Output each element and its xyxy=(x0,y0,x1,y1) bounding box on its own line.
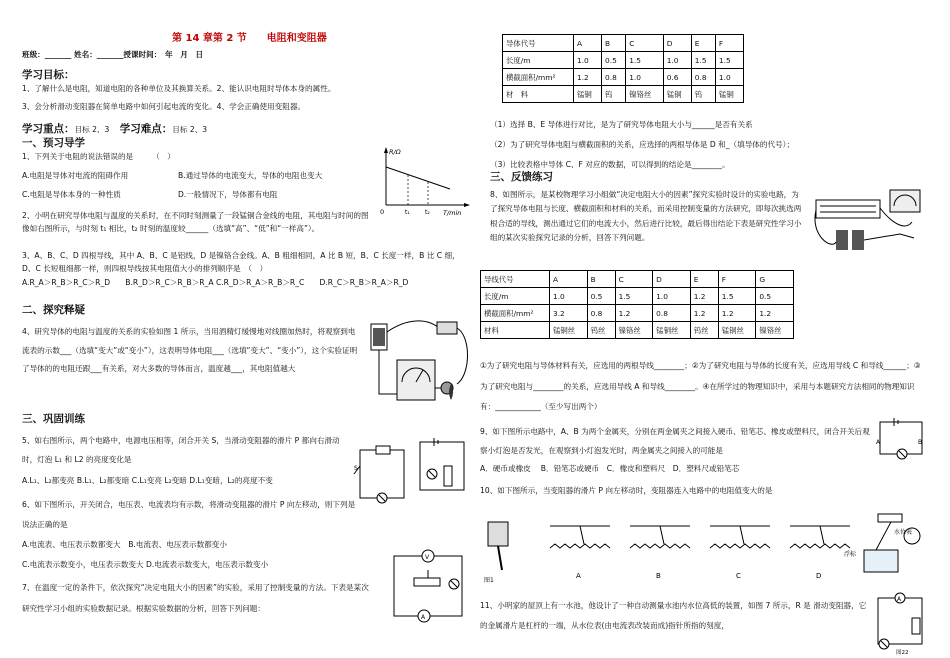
q8-table-row xyxy=(481,322,794,339)
q8-table-cell: 锰铜丝 xyxy=(718,322,756,339)
q5-text: 5、如右图所示，两个电路中，电源电压相等，闭合开关 S，当滑动变阻器的滑片 P 都向右滑动时，灯泡 L₁ 和 L2 的亮度变化是 xyxy=(22,436,340,464)
q8-data-table xyxy=(480,270,794,339)
q9-clip-a: A xyxy=(876,439,881,446)
q7-table-row xyxy=(503,86,744,103)
q8-table-cell: C xyxy=(615,271,653,288)
q8-apparatus-figure xyxy=(814,186,926,256)
goals-line-2: 3、会分析滑动变阻器在简单电路中如何引起电流的变化。4、学会正确使用变阻器。 xyxy=(22,102,306,111)
q8-table-cell: 锰铜丝 xyxy=(550,322,588,339)
q11-text: 11、小明家的屋顶上有一水池，他设计了一种自动测量水池内水位高低的装置，如图 7 所示，R 是 滑动变阻器，它的金属滑片是杠杆的一端，从水位表(由电流表改装而成)指针所指的刻度， xyxy=(480,601,867,630)
student-info-line: 班级：_______ 姓名：_______授课时间： 年 月 日 xyxy=(22,50,204,59)
q8-table-cell: 1.2 xyxy=(756,305,794,322)
graph-t1: t₁ xyxy=(405,209,410,216)
goals-heading: 学习目标： xyxy=(22,69,75,81)
q8-table-row xyxy=(481,305,794,322)
focus-hard-text: 目标 2、3 xyxy=(172,125,208,134)
q1-option-a: A.电阻是导体对电流的阻碍作用 xyxy=(22,171,129,180)
q8-table-cell: 长度/m xyxy=(481,288,550,305)
q7-table-row xyxy=(503,52,744,69)
q1-option-b: B.通过导体的电流变大，导体的电阻也变大 xyxy=(178,171,323,180)
q10-text: 10、如下图所示，当变阻器的滑片 P 向左移动时，变阻器连入电路中的电阻值变大的是 xyxy=(480,486,773,495)
q7-table-cell: 1.0 xyxy=(715,69,743,86)
q8-table-cell: 0.5 xyxy=(756,288,794,305)
q2-text: 2、小明在研究导体电阻与温度的关系时，在不同时刻测量了一段锰铜合金线的电阻，其电阻与时间的图像如右图所示，与时刻 t₁ 相比，t₂ 时刻的温度较______（选填“高”、“低”和“一样高”）。 xyxy=(22,211,369,233)
q7-table-cell: 1.5 xyxy=(691,52,715,69)
q7-table-cell: 材 料 xyxy=(503,86,574,103)
q8-table-cell: 0.5 xyxy=(587,288,615,305)
q7-table-cell: 0.8 xyxy=(691,69,715,86)
section-3-heading: 三、巩固训练 xyxy=(22,413,85,425)
q5-options: A.L₁、L₂都变亮 B.L₁、L₂都变暗 C.L₁变亮 L₂变暗 D.L₁变暗，L₂的亮度不变 xyxy=(22,476,273,485)
q8-table-cell: 锰铜丝 xyxy=(653,322,691,339)
heating-coil-apparatus-figure xyxy=(367,314,475,408)
graph-t2: t₂ xyxy=(425,209,430,216)
q8-table-cell: 钨丝 xyxy=(587,322,615,339)
q6-options-cd: C.电流表示数变小，电压表示数变大 D.电流表示数变大，电压表示数变小 xyxy=(22,560,269,569)
section-1-heading: 一、预习导学 xyxy=(22,137,85,149)
graph-x-label: T/min xyxy=(443,209,462,217)
q7-table-cell: 长度/m xyxy=(503,52,574,69)
q7-table-cell: F xyxy=(715,35,743,52)
q7-table-cell: D xyxy=(663,35,691,52)
q10-gauge-label: 水位表 xyxy=(894,529,913,536)
q8-table-cell: 横截面积/mm² xyxy=(481,305,550,322)
q6-text: 6、如下图所示，开关闭合，电压表、电流表均有示数，将滑动变阻器的滑片 P 向左移动，则下列是说法正确的是 xyxy=(22,500,356,529)
focus-hard-label: 学习难点： xyxy=(119,123,173,135)
q7-table-cell: 1.5 xyxy=(715,52,743,69)
q7-table-cell: 镍铬丝 xyxy=(626,86,664,103)
q7-table-cell: 1.2 xyxy=(574,69,602,86)
q8-table-cell: 1.2 xyxy=(690,288,718,305)
q3-text: 3、A、B、C、D 四根导线，其中 A、B、C 是铝线，D 是镍铬合金线。A、B 粗细相同，A 比 B 短，B、C 长度一样，B 比 C 细，D、C 长短粗细都一样，则四根导线按其电阻值大小的排列顺序是 （ ） xyxy=(22,251,460,273)
q8-table-cell: 材料 xyxy=(481,322,550,339)
q7-table-cell: B xyxy=(602,35,626,52)
q4-text: 4、研究导体的电阻与温度的关系的实验如图 1 所示，当用酒精灯缓慢地对线圈加热时，将观察到电流表的示数___（选填“变大”或“变小”），这表明导体电阻___（选填“变大”、“变小”），这个实验证明了导体的的电阻还跟___有关系，对大多数的导体而言，温度越___，其电阻值越大 xyxy=(22,327,358,373)
q7-sub-3: （3）比较表格中导体 C、F 对应的数据，可以得到的结论是________。 xyxy=(490,160,730,169)
q8-table-cell: F xyxy=(718,271,756,288)
q7-table-cell: 锰铜 xyxy=(574,86,602,103)
q8-table-cell: A xyxy=(550,271,588,288)
q8-table-cell: 1.2 xyxy=(615,305,653,322)
q7-table-cell: 横截面积/mm² xyxy=(503,69,574,86)
q8-table-cell: 1.2 xyxy=(718,305,756,322)
q7-table-cell: 1.0 xyxy=(663,52,691,69)
q8-table-cell: 0.8 xyxy=(653,305,691,322)
q5-switch-label: S xyxy=(354,465,358,472)
graph-origin: 0 xyxy=(380,208,385,216)
q8-table-cell: 1.0 xyxy=(653,288,691,305)
q10-option-b-label: B xyxy=(656,572,661,580)
q10-fig-caption: 图1 xyxy=(484,577,494,584)
q11-ammeter-a: A xyxy=(897,596,902,603)
q10-option-a-label: A xyxy=(576,572,581,580)
q8-table-cell: D xyxy=(653,271,691,288)
q1-stem: 1、下列关于电阻的说法错误的是 （ ） xyxy=(22,152,175,161)
q6-voltmeter-v: V xyxy=(425,554,430,561)
q8-table-cell: G xyxy=(756,271,794,288)
goals-line-1: 1、了解什么是电阻，知道电阻的各种单位及其换算关系。2、能认识电阻时导体本身的属性。 xyxy=(22,84,336,93)
q7-table-row xyxy=(503,35,744,52)
q8-table-cell: 3.2 xyxy=(550,305,588,322)
q11-fig-caption: 图22 xyxy=(896,650,909,656)
q8-table-cell: 1.0 xyxy=(550,288,588,305)
q1-option-d: D.一般情况下，导体都有电阻 xyxy=(178,190,278,199)
q11-circuit-figure xyxy=(872,590,930,656)
section-2-heading: 二、探究释疑 xyxy=(22,304,85,316)
q7-table-cell: 钨 xyxy=(691,86,715,103)
q7-table-row xyxy=(503,69,744,86)
q7-table-cell: 0.8 xyxy=(602,69,626,86)
q10-option-d-label: D xyxy=(816,572,822,580)
q5-circuits-figure xyxy=(352,436,470,506)
q9-circuit-figure xyxy=(874,414,928,460)
q6-options-ab: A.电流表、电压表示数都变大 B.电流表、电压表示数都变小 xyxy=(22,540,227,549)
page-title: 第 14 章第 2 节 电阻和变阻器 xyxy=(172,33,327,44)
focus-key-label: 学习重点： xyxy=(22,123,75,135)
q8-table-cell: 1.5 xyxy=(615,288,653,305)
q8-table-row xyxy=(481,271,794,288)
q10-option-c-label: C xyxy=(736,572,741,580)
q6-ammeter-a: A xyxy=(421,614,426,621)
q7-text: 7、在温度一定的条件下，依次探究“决定电阻大小的因素”的实验，采用了控制变量的方法。下表是某次研究性学习小组的实验数据记录。根据实验数据的分析，回答下列问题： xyxy=(22,583,369,613)
focus-key-text: 目标 2、3 xyxy=(74,125,110,134)
q8-table-cell: 1.2 xyxy=(690,305,718,322)
q8-table-cell: 镍铬丝 xyxy=(756,322,794,339)
q8-table-cell: E xyxy=(690,271,718,288)
q7-table-cell: E xyxy=(691,35,715,52)
q7-sub-1: （1）选择 B、E 导体进行对比，是为了研究导体电阻大小与______是否有关系 xyxy=(490,120,753,129)
q8-table-cell: 镍铬丝 xyxy=(615,322,653,339)
q3-options: A.R_A＞R_B＞R_C＞R_D B.R_D＞R_C＞R_B＞R_A C.R_D＞R_A＞R_B＞R_C D.R_C＞R_B＞R_A＞R_D xyxy=(22,278,409,287)
q7-table-cell: 导体代号 xyxy=(503,35,574,52)
graph-y-label: R/Ω xyxy=(389,148,401,156)
feedback-heading: 三、反馈练习 xyxy=(490,171,553,183)
q8-text: 8、如图所示，是某校物理学习小组做“决定电阻大小的因素”探究实验时设计的实验电路，为了探究导体电阻与长度、横截面积和材料的关系，而采用控制变量的方法研究，即每次挑选两根合适的导线，测出通过它们的电流大小，然后进行比较，最后得出结论下表是研究性学习小组的某次实验探究记录的分析，回答下列问题。 xyxy=(490,190,802,243)
q8-table-cell: B xyxy=(587,271,615,288)
q1-option-c: C.电阻是导体本身的一种性质 xyxy=(22,190,121,199)
q8-table-cell: 0.8 xyxy=(587,305,615,322)
q8-table-cell: 1.5 xyxy=(718,288,756,305)
q9-text: 9、如下图所示电路中，A、B 为两个金属夹，分别在两金属夹之间接入硬币、铅笔芯、橡皮或塑料尺，闭合开关后观察小灯泡是否发光，在观察到小灯泡发光时，两金属夹之间接入的可能是 xyxy=(480,427,870,455)
q7-table-cell: 1.5 xyxy=(626,52,664,69)
q8-subquestions: ①为了研究电阻与导体材料有关，应选用的两根导线________；②为了研究电阻与导体的长度有关，应选用导线 C 和导线______；③为了研究电阻与________的关系，应选用导线 A 和导线________。④在所学过的物理知识中，采用与本题研究方法相同的物理知识有：____________（至少写出两个） xyxy=(480,361,921,411)
q10-float-label: 浮标 xyxy=(844,551,857,558)
q7-table-cell: 1.0 xyxy=(626,69,664,86)
q7-table-cell: C xyxy=(626,35,664,52)
q6-circuit-figure xyxy=(384,540,474,626)
q7-table-cell: 0.6 xyxy=(663,69,691,86)
q10-rheostat-figures xyxy=(480,500,930,584)
q9-clip-b: B xyxy=(918,439,923,446)
focus-line xyxy=(22,124,207,135)
q8-table-cell: 钨丝 xyxy=(690,322,718,339)
q9-options: A．硬币或橡皮 B．铅笔芯或硬币 C．橡皮和塑料尺 D．塑料尺或铅笔芯 xyxy=(480,464,740,473)
q7-table-cell: 锰铜 xyxy=(663,86,691,103)
q7-sub-2: （2）为了研究导体电阻与横截面积的关系，应选择的两根导体是 D 和_（填导体的代号）； xyxy=(490,140,795,149)
q8-table-row xyxy=(481,288,794,305)
q7-table-cell: 钨 xyxy=(602,86,626,103)
resistance-time-graph xyxy=(372,145,472,217)
q7-table-cell: A xyxy=(574,35,602,52)
q7-table-cell: 1.0 xyxy=(574,52,602,69)
q8-table-cell: 导线代号 xyxy=(481,271,550,288)
q7-table-cell: 锰铜 xyxy=(715,86,743,103)
q7-data-table xyxy=(502,34,744,103)
q7-table-cell: 0.5 xyxy=(602,52,626,69)
